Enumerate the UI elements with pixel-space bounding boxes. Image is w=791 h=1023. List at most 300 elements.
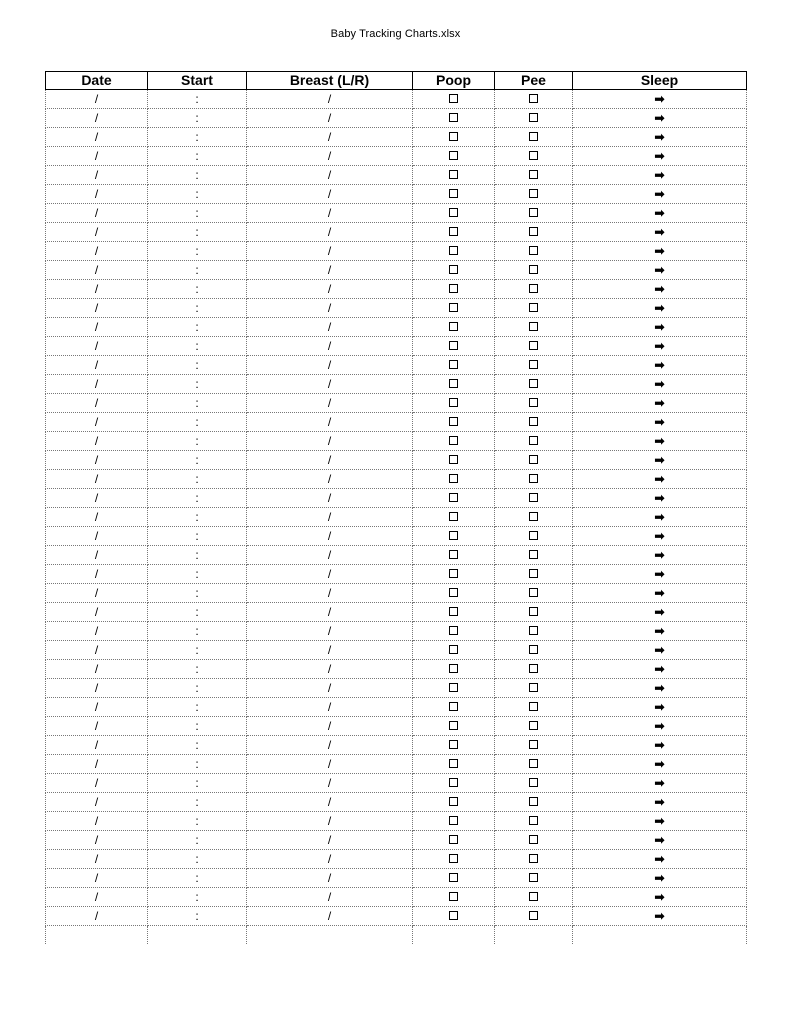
start-cell[interactable]: : (148, 489, 247, 508)
sleep-cell[interactable] (573, 793, 747, 812)
sleep-cell[interactable] (573, 128, 747, 147)
breast-cell[interactable]: / (247, 413, 413, 432)
checkbox-icon[interactable] (449, 892, 458, 901)
start-cell[interactable]: : (148, 318, 247, 337)
date-cell[interactable]: / (46, 128, 148, 147)
date-cell[interactable]: / (46, 299, 148, 318)
breast-cell[interactable]: / (247, 261, 413, 280)
pee-cell (495, 508, 573, 527)
date-cell[interactable]: / (46, 527, 148, 546)
checkbox-icon[interactable] (449, 512, 458, 521)
breast-cell[interactable]: / (247, 698, 413, 717)
start-cell[interactable]: : (148, 432, 247, 451)
sleep-cell[interactable] (573, 660, 747, 679)
date-cell[interactable]: / (46, 147, 148, 166)
checkbox-icon[interactable] (449, 398, 458, 407)
start-cell[interactable]: : (148, 185, 247, 204)
breast-cell[interactable]: / (247, 622, 413, 641)
sleep-cell[interactable] (573, 546, 747, 565)
sleep-cell[interactable] (573, 508, 747, 527)
checkbox-icon[interactable] (449, 132, 458, 141)
checkbox-icon[interactable] (449, 911, 458, 920)
date-cell[interactable]: / (46, 641, 148, 660)
start-cell[interactable]: : (148, 698, 247, 717)
checkbox-icon[interactable] (529, 550, 538, 559)
start-cell[interactable]: : (148, 679, 247, 698)
pee-cell (495, 603, 573, 622)
start-cell[interactable]: : (148, 451, 247, 470)
sleep-cell[interactable] (573, 109, 747, 128)
table-row (46, 888, 747, 907)
checkbox-icon[interactable] (529, 854, 538, 863)
breast-cell[interactable]: / (247, 185, 413, 204)
start-cell[interactable]: : (148, 299, 247, 318)
breast-cell[interactable]: / (247, 508, 413, 527)
checkbox-icon[interactable] (529, 360, 538, 369)
checkbox-icon[interactable] (529, 189, 538, 198)
checkbox-icon[interactable] (449, 246, 458, 255)
header-pee: Pee (495, 72, 573, 90)
poop-cell (413, 261, 495, 280)
date-cell[interactable]: / (46, 394, 148, 413)
breast-cell[interactable]: / (247, 869, 413, 888)
start-cell[interactable]: : (148, 888, 247, 907)
checkbox-icon[interactable] (449, 379, 458, 388)
poop-cell (413, 755, 495, 774)
checkbox-icon[interactable] (449, 778, 458, 787)
breast-cell[interactable]: / (247, 223, 413, 242)
checkbox-icon[interactable] (449, 227, 458, 236)
sleep-cell[interactable] (573, 489, 747, 508)
checkbox-icon[interactable] (449, 759, 458, 768)
start-cell[interactable]: : (148, 375, 247, 394)
pee-cell (495, 394, 573, 413)
date-cell[interactable]: / (46, 888, 148, 907)
date-cell[interactable]: / (46, 774, 148, 793)
breast-cell[interactable]: / (247, 432, 413, 451)
start-cell[interactable]: : (148, 128, 247, 147)
date-cell[interactable]: / (46, 185, 148, 204)
checkbox-icon[interactable] (529, 170, 538, 179)
sleep-cell[interactable] (573, 147, 747, 166)
breast-cell[interactable]: / (247, 888, 413, 907)
date-cell[interactable]: / (46, 470, 148, 489)
start-cell[interactable]: : (148, 831, 247, 850)
date-cell[interactable]: / (46, 755, 148, 774)
checkbox-icon[interactable] (449, 360, 458, 369)
sleep-cell[interactable] (573, 527, 747, 546)
breast-cell[interactable]: / (247, 679, 413, 698)
breast-cell[interactable]: / (247, 394, 413, 413)
date-cell[interactable]: / (46, 166, 148, 185)
sleep-cell[interactable] (573, 451, 747, 470)
start-cell[interactable]: : (148, 546, 247, 565)
start-cell[interactable]: : (148, 622, 247, 641)
start-cell[interactable]: : (148, 394, 247, 413)
sleep-cell[interactable] (573, 242, 747, 261)
checkbox-icon[interactable] (449, 455, 458, 464)
table-row (46, 679, 747, 698)
date-cell[interactable]: / (46, 90, 148, 109)
breast-cell[interactable]: / (247, 128, 413, 147)
checkbox-icon[interactable] (529, 873, 538, 882)
empty-cell[interactable] (413, 926, 495, 945)
breast-cell[interactable]: / (247, 660, 413, 679)
poop-cell (413, 850, 495, 869)
start-cell[interactable]: : (148, 470, 247, 489)
checkbox-icon[interactable] (529, 322, 538, 331)
checkbox-icon[interactable] (529, 512, 538, 521)
start-cell[interactable]: : (148, 641, 247, 660)
poop-cell (413, 223, 495, 242)
start-cell[interactable]: : (148, 793, 247, 812)
date-cell[interactable]: / (46, 584, 148, 603)
start-cell[interactable]: : (148, 413, 247, 432)
breast-cell[interactable]: / (247, 204, 413, 223)
checkbox-icon[interactable] (529, 132, 538, 141)
breast-cell[interactable]: / (247, 166, 413, 185)
sleep-cell[interactable] (573, 299, 747, 318)
breast-cell[interactable]: / (247, 337, 413, 356)
date-cell[interactable]: / (46, 242, 148, 261)
checkbox-icon[interactable] (529, 816, 538, 825)
checkbox-icon[interactable] (449, 113, 458, 122)
sleep-cell[interactable] (573, 622, 747, 641)
checkbox-icon[interactable] (529, 569, 538, 578)
date-cell[interactable]: / (46, 432, 148, 451)
sleep-cell[interactable] (573, 318, 747, 337)
checkbox-icon[interactable] (449, 740, 458, 749)
breast-cell[interactable]: / (247, 584, 413, 603)
date-cell[interactable]: / (46, 375, 148, 394)
checkbox-icon[interactable] (449, 664, 458, 673)
checkbox-icon[interactable] (449, 626, 458, 635)
checkbox-icon[interactable] (529, 398, 538, 407)
start-cell[interactable]: : (148, 280, 247, 299)
breast-cell[interactable]: / (247, 907, 413, 926)
start-cell[interactable]: : (148, 717, 247, 736)
start-cell[interactable]: : (148, 147, 247, 166)
start-cell[interactable]: : (148, 337, 247, 356)
checkbox-icon[interactable] (529, 436, 538, 445)
sleep-cell[interactable] (573, 869, 747, 888)
date-cell[interactable]: / (46, 698, 148, 717)
empty-cell[interactable] (247, 926, 413, 945)
checkbox-icon[interactable] (529, 702, 538, 711)
table-body (46, 90, 747, 945)
checkbox-icon[interactable] (529, 531, 538, 540)
start-cell[interactable]: : (148, 356, 247, 375)
checkbox-icon[interactable] (449, 284, 458, 293)
checkbox-icon[interactable] (449, 550, 458, 559)
header-sleep: Sleep (573, 72, 747, 90)
sleep-cell[interactable] (573, 641, 747, 660)
breast-cell[interactable]: / (247, 109, 413, 128)
sleep-cell[interactable] (573, 356, 747, 375)
checkbox-icon[interactable] (529, 379, 538, 388)
checkbox-icon[interactable] (449, 474, 458, 483)
checkbox-icon[interactable] (529, 588, 538, 597)
checkbox-icon[interactable] (449, 151, 458, 160)
start-cell[interactable]: : (148, 565, 247, 584)
checkbox-icon[interactable] (449, 645, 458, 654)
checkbox-icon[interactable] (529, 113, 538, 122)
checkbox-icon[interactable] (529, 208, 538, 217)
checkbox-icon[interactable] (449, 607, 458, 616)
sleep-cell[interactable] (573, 679, 747, 698)
start-cell[interactable]: : (148, 109, 247, 128)
date-cell[interactable]: / (46, 869, 148, 888)
empty-cell[interactable] (573, 926, 747, 945)
checkbox-icon[interactable] (449, 170, 458, 179)
pee-cell (495, 337, 573, 356)
date-cell[interactable]: / (46, 907, 148, 926)
sleep-cell[interactable] (573, 204, 747, 223)
date-cell[interactable]: / (46, 850, 148, 869)
pee-cell (495, 546, 573, 565)
date-cell[interactable]: / (46, 793, 148, 812)
date-cell[interactable]: / (46, 223, 148, 242)
arrow-right-icon: ➡ (654, 377, 665, 391)
sleep-cell[interactable] (573, 280, 747, 299)
checkbox-icon[interactable] (529, 474, 538, 483)
sleep-cell[interactable] (573, 736, 747, 755)
pee-cell (495, 584, 573, 603)
checkbox-icon[interactable] (449, 436, 458, 445)
start-cell[interactable]: : (148, 907, 247, 926)
checkbox-icon[interactable] (449, 873, 458, 882)
checkbox-icon[interactable] (529, 759, 538, 768)
date-cell[interactable]: / (46, 546, 148, 565)
date-cell[interactable]: / (46, 356, 148, 375)
table-row (46, 470, 747, 489)
start-cell[interactable]: : (148, 755, 247, 774)
document-title: Baby Tracking Charts.xlsx (330, 28, 461, 40)
poop-cell (413, 204, 495, 223)
arrow-right-icon: ➡ (654, 871, 665, 885)
sleep-cell[interactable] (573, 717, 747, 736)
checkbox-icon[interactable] (529, 246, 538, 255)
checkbox-icon[interactable] (449, 322, 458, 331)
checkbox-icon[interactable] (529, 227, 538, 236)
sleep-cell[interactable] (573, 698, 747, 717)
checkbox-icon[interactable] (529, 284, 538, 293)
checkbox-icon[interactable] (449, 531, 458, 540)
start-cell[interactable]: : (148, 508, 247, 527)
breast-cell[interactable]: / (247, 736, 413, 755)
breast-cell[interactable]: / (247, 641, 413, 660)
arrow-right-icon: ➡ (654, 814, 665, 828)
date-cell[interactable]: / (46, 622, 148, 641)
breast-cell[interactable]: / (247, 375, 413, 394)
empty-cell[interactable] (495, 926, 573, 945)
checkbox-icon[interactable] (529, 892, 538, 901)
checkbox-icon[interactable] (449, 588, 458, 597)
arrow-right-icon: ➡ (654, 149, 665, 163)
breast-cell[interactable]: / (247, 717, 413, 736)
start-cell[interactable]: : (148, 660, 247, 679)
start-cell[interactable]: : (148, 204, 247, 223)
checkbox-icon[interactable] (449, 816, 458, 825)
breast-cell[interactable]: / (247, 356, 413, 375)
start-cell[interactable]: : (148, 223, 247, 242)
checkbox-icon[interactable] (529, 417, 538, 426)
checkbox-icon[interactable] (529, 493, 538, 502)
breast-cell[interactable]: / (247, 546, 413, 565)
date-cell[interactable]: / (46, 736, 148, 755)
empty-cell[interactable] (46, 926, 148, 945)
breast-cell[interactable]: / (247, 280, 413, 299)
sleep-cell[interactable] (573, 166, 747, 185)
checkbox-icon[interactable] (529, 645, 538, 654)
arrow-right-icon: ➡ (654, 833, 665, 847)
breast-cell[interactable]: / (247, 793, 413, 812)
checkbox-icon[interactable] (529, 341, 538, 350)
date-cell[interactable]: / (46, 660, 148, 679)
checkbox-icon[interactable] (449, 569, 458, 578)
sleep-cell[interactable] (573, 888, 747, 907)
sleep-cell[interactable] (573, 755, 747, 774)
date-cell[interactable]: / (46, 109, 148, 128)
date-cell[interactable]: / (46, 280, 148, 299)
checkbox-icon[interactable] (449, 265, 458, 274)
sleep-cell[interactable] (573, 90, 747, 109)
checkbox-icon[interactable] (449, 721, 458, 730)
sleep-cell[interactable] (573, 337, 747, 356)
breast-cell[interactable]: / (247, 565, 413, 584)
table-row (46, 318, 747, 337)
date-cell[interactable]: / (46, 204, 148, 223)
sleep-cell[interactable] (573, 603, 747, 622)
checkbox-icon[interactable] (449, 417, 458, 426)
sleep-cell[interactable] (573, 432, 747, 451)
start-cell[interactable]: : (148, 527, 247, 546)
breast-cell[interactable]: / (247, 603, 413, 622)
breast-cell[interactable]: / (247, 147, 413, 166)
checkbox-icon[interactable] (529, 626, 538, 635)
breast-cell[interactable]: / (247, 755, 413, 774)
checkbox-icon[interactable] (449, 854, 458, 863)
checkbox-icon[interactable] (529, 835, 538, 844)
breast-cell[interactable]: / (247, 774, 413, 793)
breast-cell[interactable]: / (247, 470, 413, 489)
checkbox-icon[interactable] (529, 303, 538, 312)
date-cell[interactable]: / (46, 318, 148, 337)
sleep-cell[interactable] (573, 261, 747, 280)
checkbox-icon[interactable] (449, 303, 458, 312)
start-cell[interactable]: : (148, 90, 247, 109)
date-cell[interactable]: / (46, 489, 148, 508)
sleep-cell[interactable] (573, 850, 747, 869)
date-cell[interactable]: / (46, 603, 148, 622)
sleep-cell[interactable] (573, 831, 747, 850)
breast-cell[interactable]: / (247, 831, 413, 850)
checkbox-icon[interactable] (529, 94, 538, 103)
breast-cell[interactable]: / (247, 527, 413, 546)
breast-cell[interactable]: / (247, 318, 413, 337)
start-cell[interactable]: : (148, 869, 247, 888)
start-cell[interactable]: : (148, 603, 247, 622)
sleep-cell[interactable] (573, 413, 747, 432)
checkbox-icon[interactable] (449, 797, 458, 806)
checkbox-icon[interactable] (449, 835, 458, 844)
checkbox-icon[interactable] (449, 683, 458, 692)
start-cell[interactable]: : (148, 261, 247, 280)
sleep-cell[interactable] (573, 185, 747, 204)
sleep-cell[interactable] (573, 375, 747, 394)
pee-cell (495, 622, 573, 641)
checkbox-icon[interactable] (529, 683, 538, 692)
checkbox-icon[interactable] (529, 664, 538, 673)
pee-cell (495, 413, 573, 432)
checkbox-icon[interactable] (449, 341, 458, 350)
breast-cell[interactable]: / (247, 242, 413, 261)
sleep-cell[interactable] (573, 774, 747, 793)
date-cell[interactable]: / (46, 413, 148, 432)
date-cell[interactable]: / (46, 451, 148, 470)
start-cell[interactable]: : (148, 736, 247, 755)
date-cell[interactable]: / (46, 831, 148, 850)
sleep-cell[interactable] (573, 223, 747, 242)
date-cell[interactable]: / (46, 679, 148, 698)
date-cell[interactable]: / (46, 717, 148, 736)
checkbox-icon[interactable] (529, 740, 538, 749)
sleep-cell[interactable] (573, 470, 747, 489)
checkbox-icon[interactable] (449, 189, 458, 198)
start-cell[interactable]: : (148, 166, 247, 185)
date-cell[interactable]: / (46, 812, 148, 831)
breast-cell[interactable]: / (247, 299, 413, 318)
checkbox-icon[interactable] (449, 208, 458, 217)
sleep-cell[interactable] (573, 907, 747, 926)
checkbox-icon[interactable] (449, 493, 458, 502)
checkbox-icon[interactable] (529, 151, 538, 160)
sleep-cell[interactable] (573, 394, 747, 413)
checkbox-icon[interactable] (529, 911, 538, 920)
checkbox-icon[interactable] (529, 797, 538, 806)
breast-cell[interactable]: / (247, 90, 413, 109)
checkbox-icon[interactable] (529, 778, 538, 787)
sleep-cell[interactable] (573, 812, 747, 831)
start-cell[interactable]: : (148, 774, 247, 793)
start-cell[interactable]: : (148, 812, 247, 831)
date-cell[interactable]: / (46, 261, 148, 280)
checkbox-icon[interactable] (529, 265, 538, 274)
date-cell[interactable]: / (46, 565, 148, 584)
sleep-cell[interactable] (573, 584, 747, 603)
date-cell[interactable]: / (46, 337, 148, 356)
table-row (46, 584, 747, 603)
table-row (46, 755, 747, 774)
breast-cell[interactable]: / (247, 489, 413, 508)
start-cell[interactable]: : (148, 242, 247, 261)
breast-cell[interactable]: / (247, 451, 413, 470)
breast-cell[interactable]: / (247, 850, 413, 869)
checkbox-icon[interactable] (529, 455, 538, 464)
checkbox-icon[interactable] (449, 94, 458, 103)
checkbox-icon[interactable] (529, 721, 538, 730)
start-cell[interactable]: : (148, 850, 247, 869)
empty-cell[interactable] (148, 926, 247, 945)
arrow-right-icon: ➡ (654, 586, 665, 600)
checkbox-icon[interactable] (529, 607, 538, 616)
sleep-cell[interactable] (573, 565, 747, 584)
date-cell[interactable]: / (46, 508, 148, 527)
checkbox-icon[interactable] (449, 702, 458, 711)
pee-cell (495, 793, 573, 812)
start-cell[interactable]: : (148, 584, 247, 603)
breast-cell[interactable]: / (247, 812, 413, 831)
